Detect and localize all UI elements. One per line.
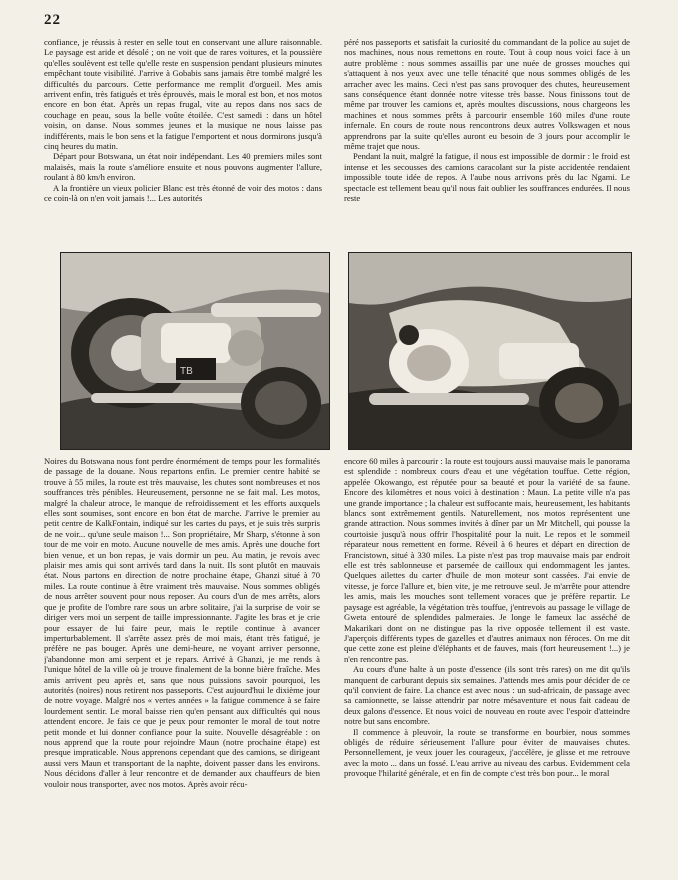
paragraph: péré nos passeports et satisfait la curiosité du commandant de la police au sujet de nos machines, nous nous remettons en route. Tout à coup nous voici face à un autre problème : nous sommes assaillis par une nuée de grosses mouches qui s'attaquent à nos yeux avec une telle ténacité que nous sommes obligés de les arracher avec les mains. Ceci n'est pas sans provoquer des chutes, heureusement sans conséquence étant donnée notre vitesse très basse. Nous finissons tout de même par trouver les camions et, après moultes discussions, nous chargeons les machines et nous sommes prêts à parcourir ensemble 160 miles d'une route infernale. En cours de route nous rencontrons deux autres Volkswagen et nous apprendrons par la suite qu'elles auront eu besoin de 3 jours pour accomplir le même trajet que nous.: [344, 37, 630, 152]
photo-motorcycle-side: [60, 252, 330, 450]
paragraph: Il commence à pleuvoir, la route se transforme en bourbier, nous sommes obligés de réduire sérieusement l'allure pour éviter de mauvaises chutes. Personnellement, je veux jouer les courageux, j'accélère, je glisse et me retrouve avec la moto ... dans un fossé. L'eau arrive au niveau des carbus. Evidemment cela provoque l'hilarité générale, et en fin de compte c'est très bon pour... le moral: [344, 726, 630, 779]
article-column-top-right: [344, 37, 630, 248]
article-column-bottom-left: [44, 456, 320, 868]
paragraph: Pendant la nuit, malgré la fatigue, il nous est impossible de dormir : le froid est intense et les secousses des camions caracolant sur la piste accidentée rendaient impossible toute idée de repos. A l'aube nous arrivons près du lac Ngami. Le spectacle est tellement beau qu'il nous fait oublier les souffrances endurées. Il nous reste: [344, 151, 630, 204]
photo-motorcycle-front: [348, 252, 632, 450]
paragraph: A la frontière un vieux policier Blanc est très étonné de voir des motos : dans ce coin-là on n'en voit jamais !... Les autorités: [44, 182, 322, 204]
article-column-bottom-right: [344, 456, 630, 868]
paragraph: Noires du Botswana nous font perdre énormément de temps pour les formalités de passage de la douane. Nous repartons enfin. Le premier centre habité se trouve à 55 miles, la route est très mauvaise, les chutes sont nombreuses et nos souffrances très pénibles. Heureusement, personne ne se fait mal. Les motos, malgré la chaleur atroce, le manque de refroidissement et les efforts auxquels elles sont soumises, sont encore en bon état de marche. J'arrive le premier au petit centre de KalkFontain, indiqué sur les cartes du pays, et je suis très surpris de ne voir... qu'une seule maison !... Son propriétaire, Mr Sharp, s'étonne à son tour de me voir en moto. Aucune nouvelle de mes amis. Après une douche fort bien venue, et un bon repas, je vais dormir un peu. Au matin, je revois avec plaisir mes amis qui sont arrivés tard dans la nuit. Ils sont plutôt en mauvais état. Nous partons en direction de notre prochaine étape, Ghanzi situé à 70 miles. La route continue à être vraiment très mauvaise. Nous sommes obligés de nous arrêter souvent pour nous reposer. Au cours d'un de mes arrêts, alors que je profite de l'ombre rare sous un arbre solitaire, j'ai la surprise de voir se diriger vers moi un serpent de taille impressionnante. J'agite les bras et je crie pour essayer de lui faire peur, mais le reptile continue à avancer imperturbablement. Il s'arrête assez près de moi mais, étant très fatigué, je préfère ne pas bouger. Après une demi-heure, ne voyant arriver personne, j'abandonne mon ami serpent et je repars. Arrivé à Ghanzi, je me rends à l'unique hôtel de la ville où je trouve finalement de la bonne bière fraîche. Mes amis arrivent peu après et, sans que nous puissions savoir pourquoi, les autorités (noires) nous retirent nos passeports. C'est aujourd'hui le dixième jour de notre voyage. Malgré nos « vertes années » la fatigue commence à se faire lourdement sentir. Le moral baisse rien qu'en pensant aux difficultés qui nous attendent encore. Je fais ce que je peux pour remonter le moral de tout notre petit monde et lui donner confiance pour la suite. Nouvelle désagréable : on nous apprend que la route pour rejoindre Maun (notre prochaine étape) est presque impraticable. Nous apprenons cependant que des camions, se dirigeant aussi vers Maun et transportant de la naphte, doivent passer dans les environs. Nous décidons d'aller à leur rencontre et de demander aux chauffeurs de bien vouloir nous transporter, avec nos motos. Après avoir récu-: [44, 456, 320, 789]
page-number: 22: [44, 12, 61, 28]
paragraph: encore 60 miles à parcourir : la route est toujours aussi mauvaise mais le panorama est splendide : nombreux cours d'eau et une végétation touffue. Cette région, appelée Okowango, est réputée pour sa beauté et pour la variété de sa faune. Encore des kilomètres et nous voici à destination : Maun. La petite ville n'a pas une grande importance ; la chaleur est suffocante mais, heureusement, les habitants blancs sont extrêmement gentils. Naturellement, nos motos représentent une grande attraction. Nous sommes invités à dîner par un Mr Mitchell, qui pousse la courtoisie jusqu'à nous offrir l'hospitalité pour la nuit. Le repos et le sommeil réparateur nous remettent en forme. Réveil à 6 heures et départ en direction de Francistown, situé à 330 miles. La piste n'est pas trop mauvaise mais par endroit elle est très sablonneuse et parsemée de cailloux qui endommagent les jantes. Quelques ailettes du carter d'huile de mon moteur sont cassées. J'ai envie de vitesse, je force l'allure et, bien vite, je me retrouve seul. Je m'arrête pour attendre les amis, mais les mouches sont tellement voraces que je préfère repartir. Le paysage est agréable, la végétation très touffue, j'entrevois au passage le village de Gweta entouré de splendides palmeraies. Je longe le fameux lac asséché de Makarikari dont on ne distingue pas la rive opposée tellement il est vaste. J'aperçois différents types de gazelles et d'autres animaux non féroces. On me dit que cette zone est pleine d'éléphants et de fauves, mais (fort heureusement !...) je n'en rencontre pas.: [344, 456, 630, 664]
article-column-top-left: [44, 37, 322, 248]
paragraph: Au cours d'une halte à un poste d'essence (ils sont très rares) on me dit qu'ils manquent de carburant depuis six semaines. J'attends mes amis pour décider de ce qu'il convient de faire. La chance est avec nous : un sud-africain, de passage avec sa camionnette, se laisse attendrir par notre mésaventure et nous fait cadeau de deux galons d'essence. Et nous voici de nouveau en route avec l'espoir d'atteindre notre but sans encombre.: [344, 664, 630, 727]
paragraph: Départ pour Botswana, un état noir indépendant. Les 40 premiers miles sont malaisés, mais la route s'améliore ensuite et nous pouvons augmenter l'allure, roulant à 80 km/h environ.: [44, 151, 322, 183]
svg-text:TB: TB: [180, 366, 193, 377]
paragraph: confiance, je réussis à rester en selle tout en conservant une allure raisonnable. Le paysage est aride et désolé ; on ne voit que de rares voitures, et la poussière qu'elles soulèvent est telle qu'elle reste en suspension pendant plusieurs minutes empêchant toute visibilité. J'arrive à Gobabis sans jamais être tombé malgré les difficultés du parcours. Cette performance me remplit d'orgueil. Mes amis arrivent enfin, très fatigués et très éprouvés, mais le moral est bon, et nos motos encore en bon état. Après un repas frugal, vite au repos dans nos sacs de couchage en peau, sous la belle voûte étoilée. C'est samedi : dans un hôtel voisin, on danse. Nous sommes jeunes et la musique ne nous laisse pas indifférents, mais le bon sens et la fatigue l'emportent et nous dormirons jusqu'à cinq heures du matin.: [44, 37, 322, 152]
